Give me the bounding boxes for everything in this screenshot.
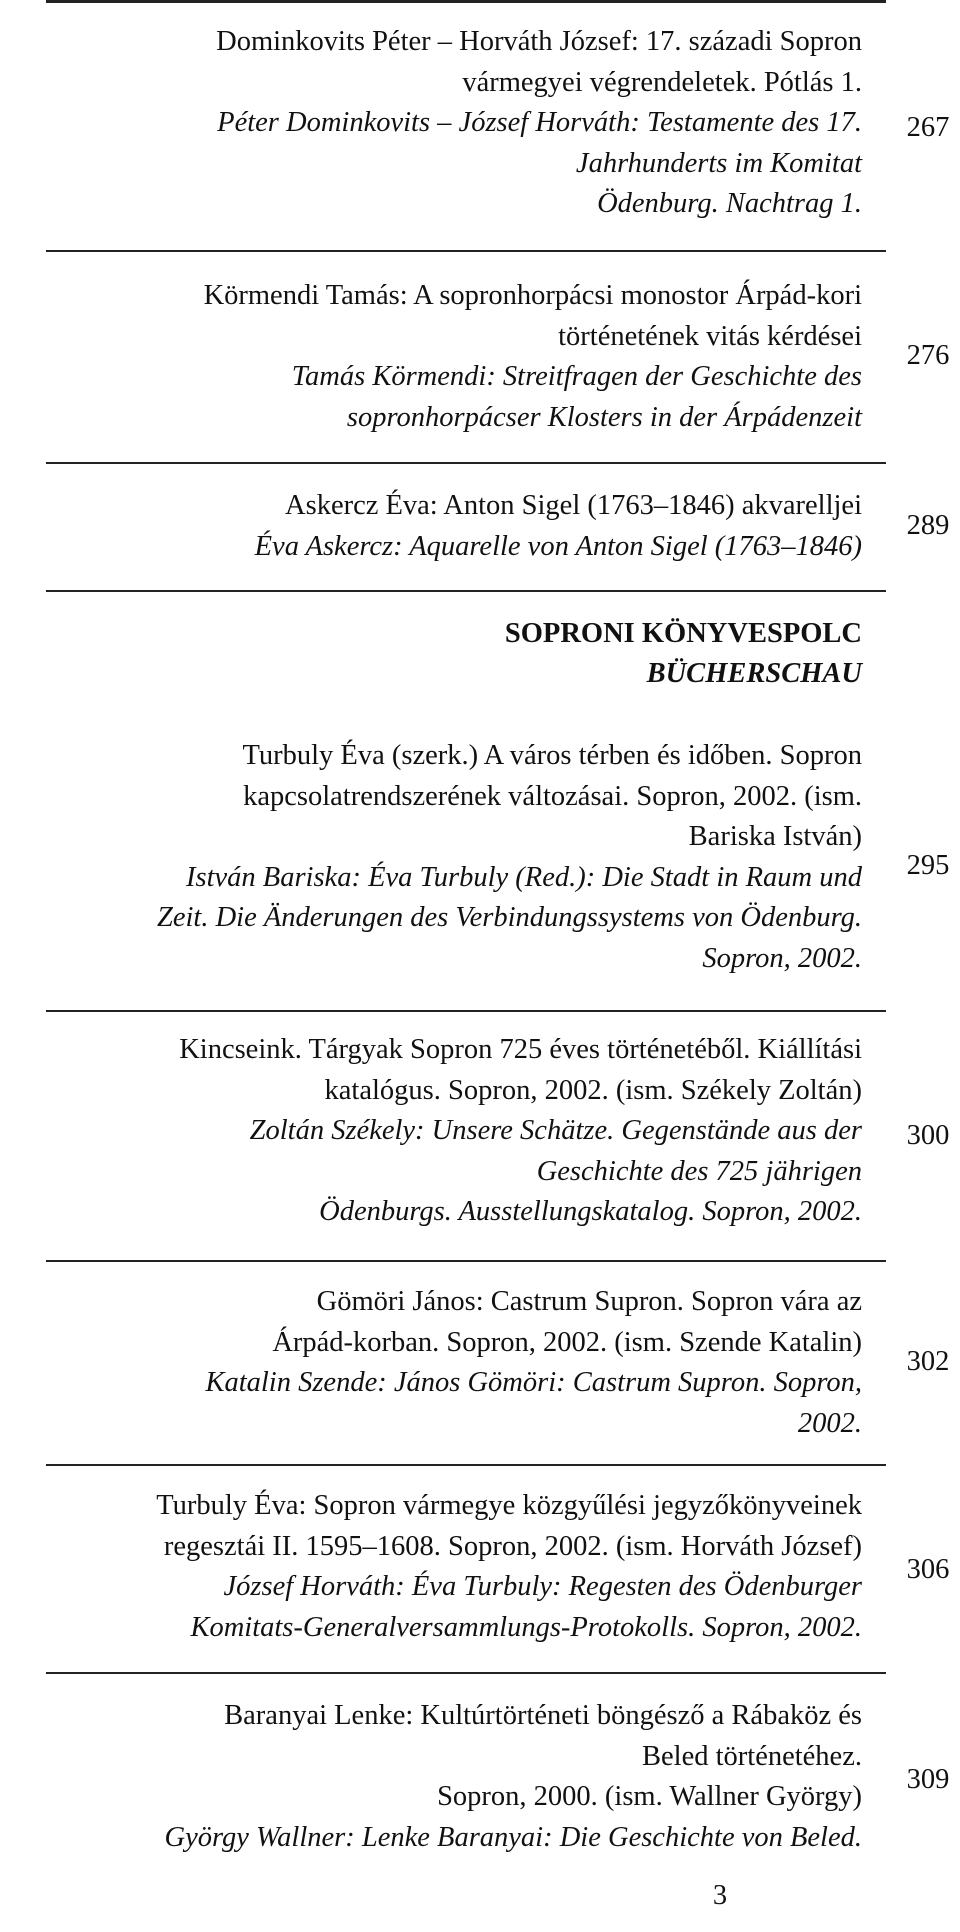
entry-line: Ödenburgs. Ausstellungskatalog. Sopron, 2002. [319,1196,862,1227]
section-heading [34,614,862,694]
entry-line: regesztái II. 1595–1608. Sopron, 2002. (ism. Horváth József) [163,1530,862,1562]
entry-line: kapcsolatrendszerének változásai. Sopron, 2002. (ism. [243,780,862,812]
entry-line: Turbuly Éva: Sopron vármegye közgyűlési jegyzőkönyveinek [156,1490,862,1521]
entry-line: vármegyei végrendeletek. Pótlás 1. [462,66,862,98]
entry-line: Geschichte des 725 jährigen [536,1155,862,1187]
separator-rule [46,590,886,592]
entry-page-number: 300 [906,1120,950,1151]
entry-line: sopronhorpácser Klosters in der Árpádenzeit [346,401,862,433]
toc-entry [34,1282,862,1444]
entry-line: György Wallner: Lenke Baranyai: Die Geschichte von Beled. [164,1821,862,1853]
toc-entry [34,736,862,979]
entry-line: történetének vitás kérdései [558,320,862,352]
entry-line: Dominkovits Péter – Horváth József: 17. századi Sopron [216,26,862,57]
entry-line: Bariska István) [688,821,862,852]
entry-page-number: 295 [906,850,950,881]
entry-line: Zeit. Die Änderungen des Verbindungssystems von Ödenburg. [156,902,862,933]
top-rule [46,0,886,3]
entry-page-number: 302 [906,1346,950,1377]
toc-entry [34,1030,862,1233]
entry-line: Katalin Szende: János Gömöri: Castrum Supron. Sopron, [205,1367,862,1398]
entry-line: Gömöri János: Castrum Supron. Sopron vára az [316,1286,862,1317]
entry-line: Árpád-korban. Sopron, 2002. (ism. Szende Katalin) [272,1326,862,1358]
entry-page-number: 276 [906,340,950,371]
separator-rule [46,1464,886,1466]
entry-page-number: 306 [906,1554,950,1585]
entry-line: Sopron, 2002. [702,942,862,974]
entry-line: Sopron, 2000. (ism. Wallner György) [437,1781,862,1812]
entry-line: István Bariska: Éva Turbuly (Red.): Die Stadt in Raum und [186,861,862,893]
entry-line: Péter Dominkovits – József Horváth: Testamente des 17. [217,107,862,138]
entry-line: Askercz Éva: Anton Sigel (1763–1846) akvarelljei [285,490,862,521]
entry-line: Éva Askercz: Aquarelle von Anton Sigel (1763–1846) [254,530,862,562]
entry-line: katalógus. Sopron, 2002. (ism. Székely Zoltán) [324,1074,862,1106]
footer-page-number: 3 [712,1880,728,1911]
entry-line: József Horváth: Éva Turbuly: Regesten des Ödenburger [223,1571,862,1602]
entry-line: Tamás Körmendi: Streitfragen der Geschichte des [291,361,862,392]
section-heading-de: BÜCHERSCHAU [646,658,862,689]
entry-line: Zoltán Székely: Unsere Schätze. Gegenstände aus der [249,1115,862,1146]
entry-line: Beled történetéhez. [642,1740,862,1772]
section-heading-hu: SOPRONI KÖNYVESPOLC [504,618,862,649]
entry-line: Komitats-Generalversammlungs-Protokolls. Sopron, 2002. [190,1611,862,1643]
entry-line: Kincseink. Tárgyak Sopron 725 éves történetéből. Kiállítási [179,1034,862,1065]
toc-entry [34,486,862,567]
separator-rule [46,1010,886,1012]
toc-entry [34,1486,862,1648]
entry-line: Körmendi Tamás: A sopronhorpácsi monostor Árpád-kori [203,280,862,311]
entry-line: Baranyai Lenke: Kultúrtörténeti böngésző a Rábaköz és [224,1700,862,1731]
entry-line: Turbuly Éva (szerk.) A város térben és időben. Sopron [242,740,862,771]
separator-rule [46,250,886,252]
toc-entry [34,276,862,438]
toc-entry [34,22,862,225]
toc-entry [34,1696,862,1858]
entry-line: 2002. [797,1407,862,1439]
entry-line: Jahrhunderts im Komitat [575,147,862,179]
separator-rule [46,462,886,464]
separator-rule [46,1260,886,1262]
entry-page-number: 267 [906,112,950,143]
entry-line: Ödenburg. Nachtrag 1. [597,188,862,219]
separator-rule [46,1672,886,1674]
entry-page-number: 309 [906,1764,950,1795]
entry-page-number: 289 [906,510,950,541]
